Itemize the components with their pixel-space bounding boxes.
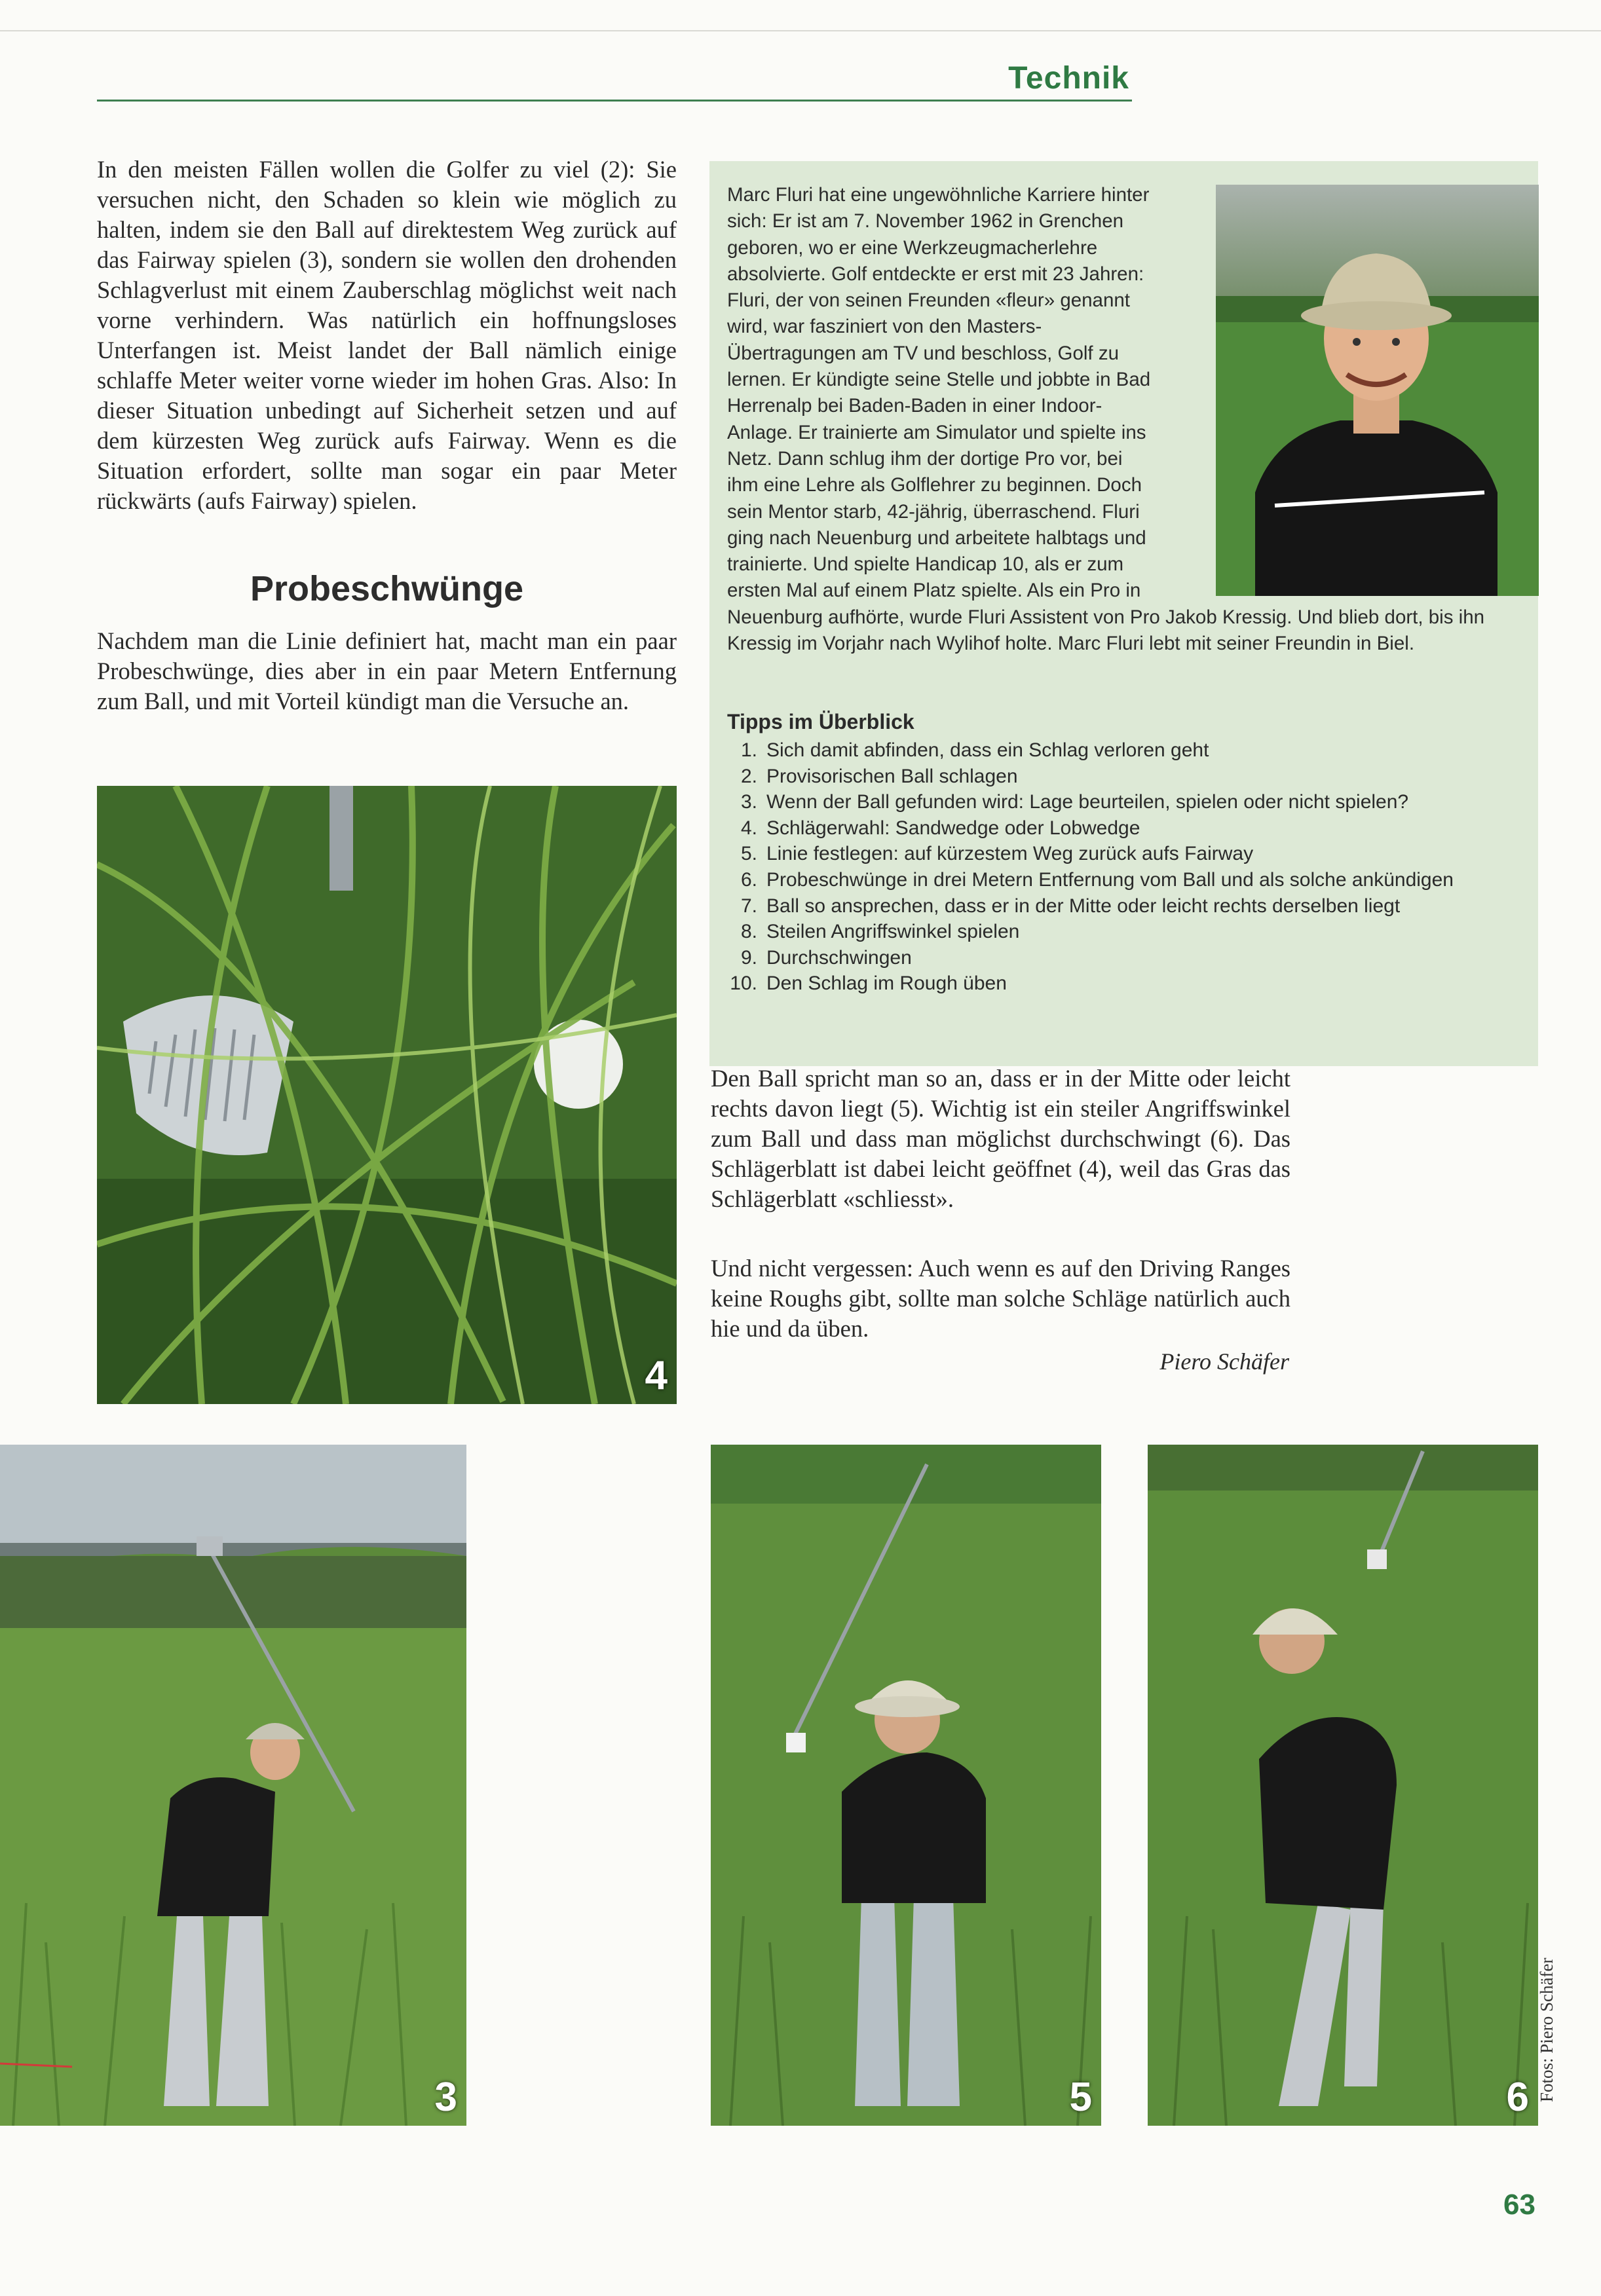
left-paragraph-2: Nachdem man die Linie definiert hat, macht man ein paar Probeschwünge, dies aber in ein paar Metern Entfernung zum Ball, und mit Vorteil kündigt man die Versuche an. — [97, 627, 677, 714]
author-signature: Piero Schäfer — [1159, 1348, 1289, 1375]
photo-credit: Fotos: Piero Schäfer — [1537, 1957, 1556, 2102]
tipps-item: 10. Den Schlag im Rough üben — [730, 972, 1007, 995]
photo-swing-3 — [0, 1445, 466, 2126]
photo-swing-6 — [1148, 1445, 1538, 2126]
tipps-title: Tipps im Überblick — [727, 710, 914, 733]
photo-number-6: 6 — [1506, 2075, 1529, 2120]
tipps-item: 4. Schlägerwahl: Sandwedge oder Lobwedge — [740, 817, 1140, 839]
subheading-probeschwuenge: Probeschwünge — [250, 569, 524, 608]
header-rule — [97, 100, 1132, 102]
page-number: 63 — [1503, 2189, 1535, 2221]
left-paragraph-1: In den meisten Fällen wollen die Golfer zu viel (2): Sie versuchen nicht, den Schaden so klein wie möglich zu halten, indem sie den Ball auf direktestem Weg zurück auf das Fairway spielen (3), sondern sie wollen den drohenden Schlagverlust mit einem Zauberschlag möglichst weit nach vorne verhindern. Was natürlich ein hoffnungsloses Unterfangen ist. Meist landet der Ball nämlich einige schlaffe Meter weiter vorne wieder im hohen Gras. Also: In dieser Situation unbedingt auf Sicherheit setzen und auf dem kürzesten Weg zurück aufs Fairway. Wenn es die Situation erfordert, sollte man sogar ein paar Meter rückwärts (aufs Fairway) spielen. — [97, 156, 677, 514]
section-title: Technik — [1008, 61, 1129, 96]
right-paragraph-1: Den Ball spricht man so an, dass er in der Mitte oder leicht rechts davon liegt (5). Wichtig ist ein steiler Angriffswinkel zum Ball und dass man möglichst durchschwingt (6). Das Schlägerblatt ist dabei leicht geöffnet (4), weil das Gras das Schlägerblatt «schliesst». — [711, 1065, 1290, 1212]
portrait-photo — [1216, 185, 1539, 596]
tipps-item: 2. Provisorischen Ball schlagen — [740, 765, 1018, 787]
tipps-item: 3. Wenn der Ball gefunden wird: Lage beurteilen, spielen oder nicht spielen? — [740, 791, 1409, 813]
bio-text: Marc Fluri hat eine ungewöhnliche Karriere hinter sich: Er ist am 7. November 1962 in Grenchen geboren, wo er eine Werkzeugmacherlehre absolvierte. Golf entdeckte er erst mit 23 Jahren: Fluri, der von seinen Freunden «fleur» genannt wird, war fasziniert von den Masters-Übertragungen am TV und beschloss, Golf zu lernen. Er kündigte seine Stelle und jobbte in Bad Herrenalp bei Baden-Baden in einer Indoor-Anlage. Er trainierte am Simulator und spielte ins Netz. Dann schlug ihm der dortige Pro vor, bei ihm eine Lehre als Golflehrer zu beginnen. Doch sein Mentor starb, 42-jährig, überraschend. Fluri ging nach Neuenburg und arbeitete halbtags und trainierte. Und spielte Handicap 10, als er zum ersten Mal auf einem Platz spielte. Als ein Pro in Neuenburg aufhörte, wurde Fluri Assistent von Pro Jakob Kressig. Und blieb dort, bis ihn Kressig im Vorjahr nach Wylihof holte. Marc Fluri lebt mit seiner Freundin in Biel. — [727, 184, 1485, 655]
tipps-item: 8. Steilen Angriffswinkel spielen — [740, 921, 1020, 943]
photo-swing-5 — [711, 1445, 1101, 2126]
tipps-item: 1. Sich damit abfinden, dass ein Schlag verloren geht — [740, 739, 1209, 761]
top-border-line — [0, 30, 1601, 31]
right-paragraph-2: Und nicht vergessen: Auch wenn es auf den Driving Ranges keine Roughs gibt, sollte man solche Schläge natürlich auch hie und da üben. — [711, 1255, 1290, 1342]
tipps-item: 7. Ball so ansprechen, dass er in der Mitte oder leicht rechts derselben liegt — [740, 895, 1401, 917]
photo-club-in-rough — [97, 786, 677, 1404]
photo-number-3: 3 — [434, 2075, 457, 2120]
tipps-item: 9. Durchschwingen — [740, 946, 912, 969]
photo-number-5: 5 — [1069, 2075, 1092, 2120]
tipps-list — [727, 737, 1520, 997]
tipps-item: 6. Probeschwünge in drei Metern Entfernung vom Ball und als solche ankündigen — [740, 868, 1454, 891]
tipps-item: 5. Linie festlegen: auf kürzestem Weg zurück aufs Fairway — [740, 843, 1254, 865]
photo-number-4: 4 — [645, 1353, 668, 1398]
